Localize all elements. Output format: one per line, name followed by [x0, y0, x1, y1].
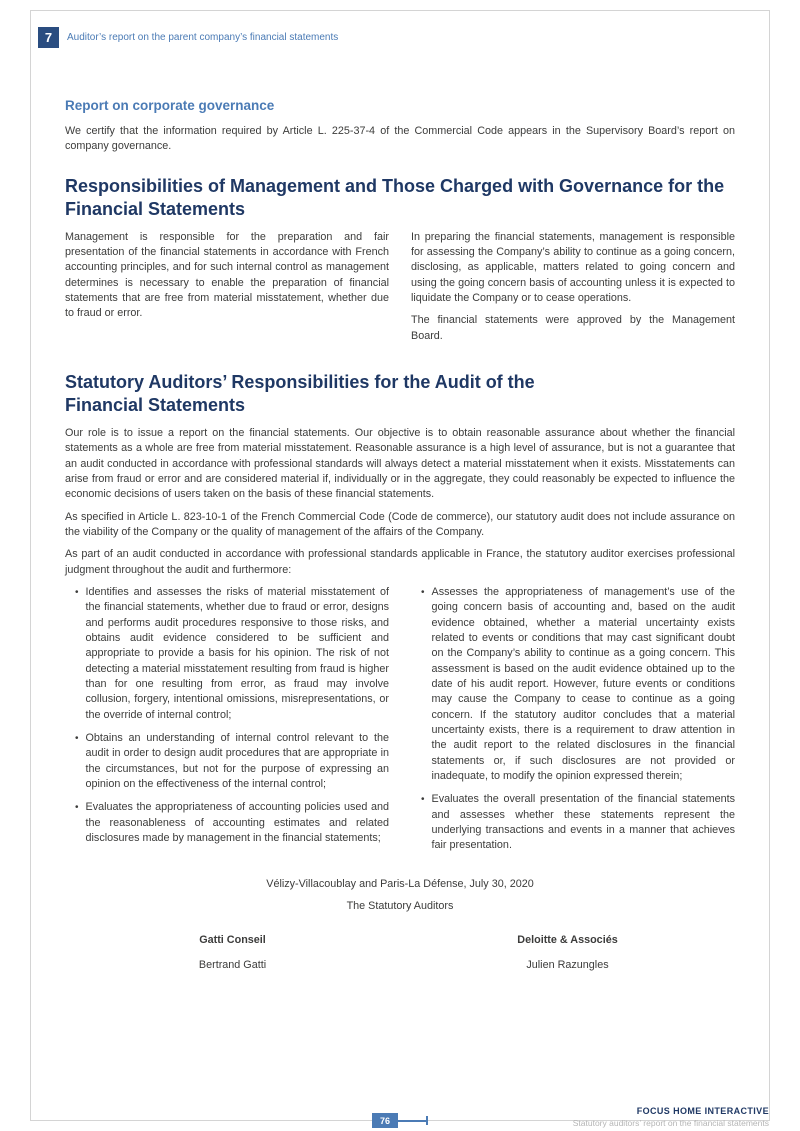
list-item	[65, 800, 389, 846]
management-columns	[65, 230, 735, 351]
signatory-name: Bertrand Gatti	[198, 958, 267, 971]
auditors-responsibilities-heading: Statutory Auditors’ Responsibilities for the Audit of the Financial Statements	[65, 372, 535, 416]
auditors-paragraph-2: As specified in Article L. 823-10-1 of the French Commercial Code (Code de commerce), our statutory audit does not include assurance on the viability of the Company or the quality of management of the affairs of the Company.	[65, 510, 735, 539]
footer-company: FOCUS HOME INTERACTIVE	[636, 1106, 769, 1116]
bullet-icon: •	[75, 732, 79, 744]
signatory-name: Julien Razungles	[526, 958, 609, 971]
bullet-icon: •	[421, 794, 425, 806]
signoff-title: The Statutory Auditors	[346, 899, 454, 912]
list-item-text: Assesses the appropriateness of management’s use of the going concern basis of accounting and, based on the audit evidence obtained, whether a material uncertainty exists related to events or conditions that may cast significant doubt on the Company’s ability to continue as a going concern. This assessment is based on the audit evidence obtained up to the date of his audit report. However, future events or conditions may cause the Company to cease to continue as a going concern. If the statutory auditor concludes that a material uncertainty exists, there is a requirement to draw attention in the audit report to the related disclosures in the financial statements or, if such disclosures are not provided or inadequate, to modify the opinion expressed therein;	[431, 586, 735, 782]
signatory	[400, 934, 735, 971]
list-item	[411, 585, 735, 784]
management-responsibilities-heading: Responsibilities of Management and Those Charged with Governance for the Financial Statements	[65, 175, 725, 219]
footer-subtitle: Statutory auditors’ report on the financial statements	[572, 1118, 769, 1128]
signatory-firm: Gatti Conseil	[199, 933, 266, 946]
auditors-paragraph-1: Our role is to issue a report on the financial statements. Our objective is to obtain reasonable assurance about whether the financial statements as a whole are free from material misstatement. Reasonable assurance is a high level of assurance, but is not a guarantee that an audit conducted in accordance with professional standards will always detect a material misstatement when it exists. Misstatements can arise from fraud or error and are considered material if, individually or in the aggregate, they could reasonably be expected to influence the economic decisions of users taken on the basis of these financial statements.	[65, 427, 735, 501]
list-item	[65, 585, 389, 723]
signatory	[65, 934, 400, 971]
page-number-badge: 76	[372, 1113, 398, 1128]
governance-heading: Report on corporate governance	[65, 98, 275, 113]
signoff-date: Vélizy-Villacoublay and Paris-La Défense, July 30, 2020	[266, 877, 534, 890]
list-item-text: Evaluates the overall presentation of the financial statements and assesses whether these statements represent the underlying transactions and events in a manner that achieves fair presentation.	[431, 793, 735, 852]
bullet-icon: •	[75, 802, 79, 814]
governance-body: We certify that the information required by Article L. 225-37-4 of the Commercial Code appears in the Supervisory Board’s report on company governance.	[65, 125, 735, 153]
bullet-icon: •	[421, 587, 425, 599]
bullets-right-column	[411, 585, 735, 862]
bullets-left-column	[65, 585, 389, 862]
chapter-number-badge: 7	[38, 27, 59, 48]
auditors-paragraph-3: As part of an audit conducted in accordance with professional standards applicable in France, the statutory auditor exercises professional judgment throughout the audit and furthermore:	[65, 548, 735, 576]
auditors-bullet-columns	[65, 585, 735, 862]
footer-rule	[398, 1120, 426, 1122]
signatures	[65, 934, 735, 971]
management-right-paragraph-1: In preparing the financial statements, management is responsible for assessing the Company’s ability to continue as a going concern, disclosing, as applicable, matters related to going concern and using the going concern basis of accounting unless it is expected to liquidate the Company or to cease operations.	[411, 230, 735, 305]
management-right-column	[411, 230, 735, 351]
bullet-icon: •	[75, 587, 79, 599]
list-item	[65, 731, 389, 792]
chapter-title: Auditor’s report on the parent company’s financial statements	[67, 32, 339, 43]
list-item-text: Evaluates the appropriateness of accounting policies used and the reasonableness of accounting estimates and related disclosures made by management in the financial statements;	[85, 801, 389, 844]
management-left-column	[65, 230, 389, 351]
list-item-text: Identifies and assesses the risks of material misstatement of the financial statements, whether due to fraud or error, designs and performs audit procedures responsive to those risks, and obtains audit evidence considered to be sufficient and appropriate to provide a basis for his opinion. The risk of not detecting a material misstatement resulting from fraud is higher than for one resulting from error, as fraud may involve collusion, forgery, intentional omissions, misrepresentations, or the override of internal control;	[85, 586, 389, 721]
page-content	[65, 98, 735, 971]
signatory-firm: Deloitte & Associés	[517, 933, 618, 946]
footer-right	[573, 1106, 769, 1128]
footer-rule-tick	[426, 1116, 428, 1125]
chapter-header	[38, 27, 338, 48]
list-item	[411, 792, 735, 853]
management-left-paragraph: Management is responsible for the preparation and fair presentation of the financial statements in accordance with French accounting principles, and for such internal control as management determines is necessary to enable the preparation of financial statements that are free from material misstatement, whether due to fraud or error.	[65, 230, 389, 320]
management-right-paragraph-2: The financial statements were approved by the Management Board.	[411, 314, 735, 342]
list-item-text: Obtains an understanding of internal control relevant to the audit in order to design audit procedures that are appropriate in the circumstances, but not for the purpose of expressing an opinion on the effectiveness of the internal control;	[85, 731, 389, 790]
